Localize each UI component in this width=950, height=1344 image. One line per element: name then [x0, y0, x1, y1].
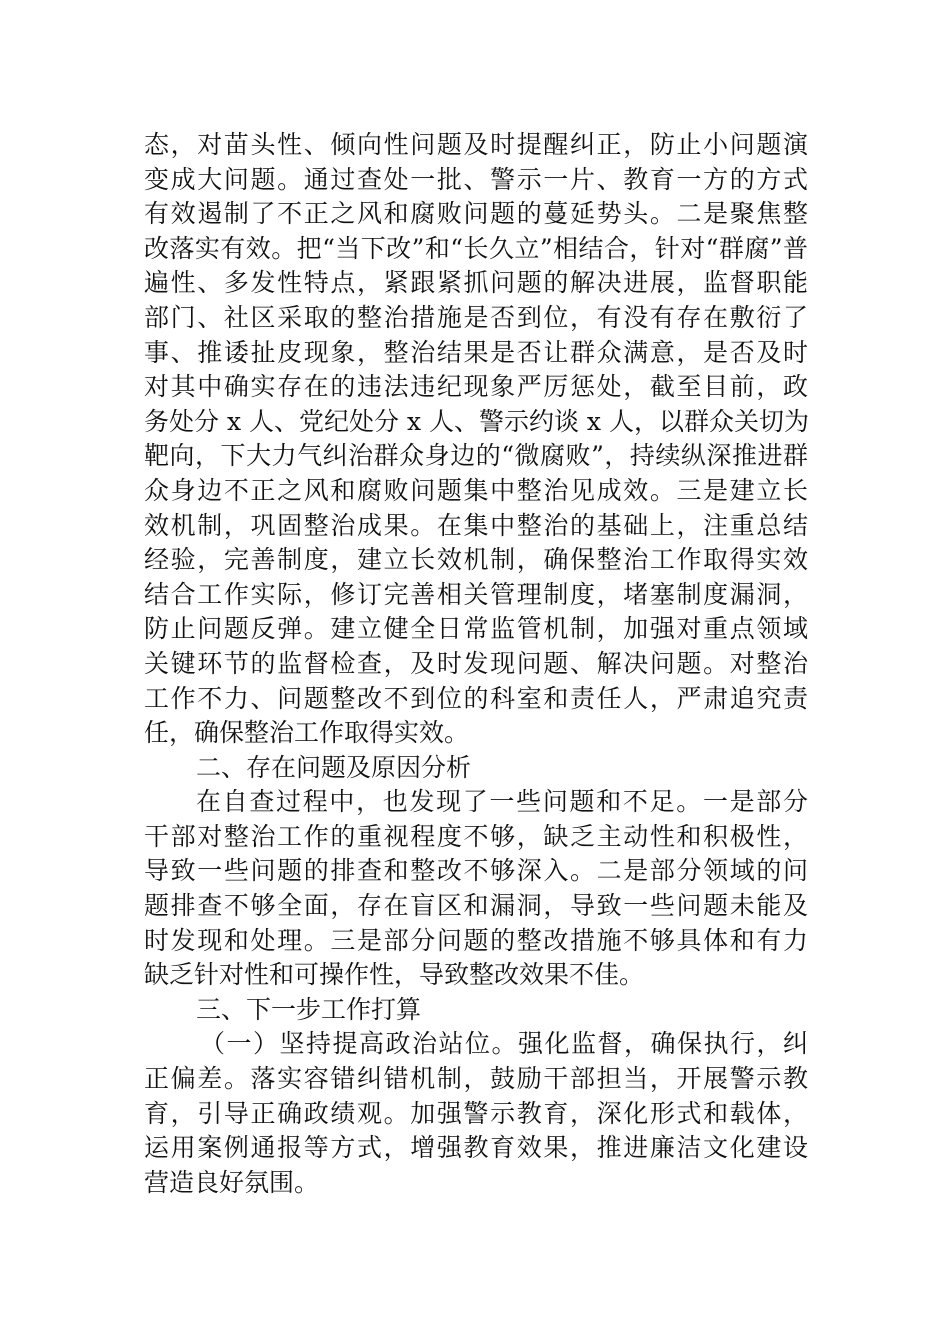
text-line: 部门、社区采取的整治措施是否到位，有没有存在敷衍了: [144, 302, 808, 332]
text-line: 结合工作实际，修订完善相关管理制度，堵塞制度漏洞，: [144, 579, 808, 609]
section-heading-next-steps: 三、下一步工作打算: [196, 994, 422, 1024]
text-line: 改落实有效。把“当下改”和“长久立”相结合，针对“群腐”普: [144, 233, 808, 263]
paragraph-section1-continuation: [144, 128, 808, 751]
text-line: 众身边不正之风和腐败问题集中整治见成效。三是建立长: [144, 475, 808, 505]
text-line: 对其中确实存在的违法违纪现象严厉惩处，截至目前，政: [144, 372, 808, 402]
text-line: 时发现和处理。三是部分问题的整改措施不够具体和有力: [144, 925, 808, 955]
text-line: 事、推诿扯皮现象，整治结果是否让群众满意，是否及时: [144, 337, 808, 367]
text-line: 靶向，下大力气纠治群众身边的“微腐败”，持续纵深推进群: [144, 441, 808, 471]
text-line: 变成大问题。通过查处一批、警示一片、教育一方的方式: [144, 164, 808, 194]
paragraph-section3: [144, 1027, 808, 1200]
text-line: 经验，完善制度，建立长效机制，确保整治工作取得实效: [144, 545, 808, 575]
text-line: 效机制，巩固整治成果。在集中整治的基础上，注重总结: [144, 510, 808, 540]
section-heading-problems: 二、存在问题及原因分析: [196, 752, 472, 782]
paragraph-section2: [144, 785, 808, 993]
text-line: 务处分 x 人、党纪处分 x 人、警示约谈 x 人，以群众关切为: [144, 406, 809, 436]
text-line: 运用案例通报等方式，增强教育效果，推进廉洁文化建设: [144, 1133, 808, 1163]
text-line: 防止问题反弹。建立健全日常监管机制，加强对重点领域: [144, 614, 808, 644]
text-line: 有效遏制了不正之风和腐败问题的蔓延势头。二是聚焦整: [144, 199, 808, 229]
text-line: 营造良好氛围。: [144, 1167, 320, 1197]
text-line: 态，对苗头性、倾向性问题及时提醒纠正，防止小问题演: [144, 130, 808, 159]
text-line: 导致一些问题的排查和整改不够深入。二是部分领域的问: [144, 856, 808, 886]
text-line: 任，确保整治工作取得实效。: [144, 718, 470, 748]
text-line: 在自查过程中，也发现了一些问题和不足。一是部分: [196, 787, 808, 817]
text-line: （一）坚持提高政治站位。强化监督，确保执行，纠: [200, 1029, 808, 1059]
text-line: 缺乏针对性和可操作性，导致整改效果不佳。: [144, 960, 645, 990]
text-line: 工作不力、问题整改不到位的科室和责任人，严肃追究责: [144, 683, 808, 713]
document-body: [144, 128, 808, 1200]
text-line: 题排查不够全面，存在盲区和漏洞，导致一些问题未能及: [144, 891, 808, 921]
text-line: 干部对整治工作的重视程度不够，缺乏主动性和积极性，: [144, 821, 808, 851]
text-line: 正偏差。落实容错纠错机制，鼓励干部担当，开展警示教: [144, 1064, 808, 1094]
text-line: 遍性、多发性特点，紧跟紧抓问题的解决进展，监督职能: [144, 268, 808, 298]
text-line: 关键环节的监督检查，及时发现问题、解决问题。对整治: [144, 648, 808, 678]
text-line: 育，引导正确政绩观。加强警示教育，深化形式和载体，: [144, 1098, 808, 1128]
